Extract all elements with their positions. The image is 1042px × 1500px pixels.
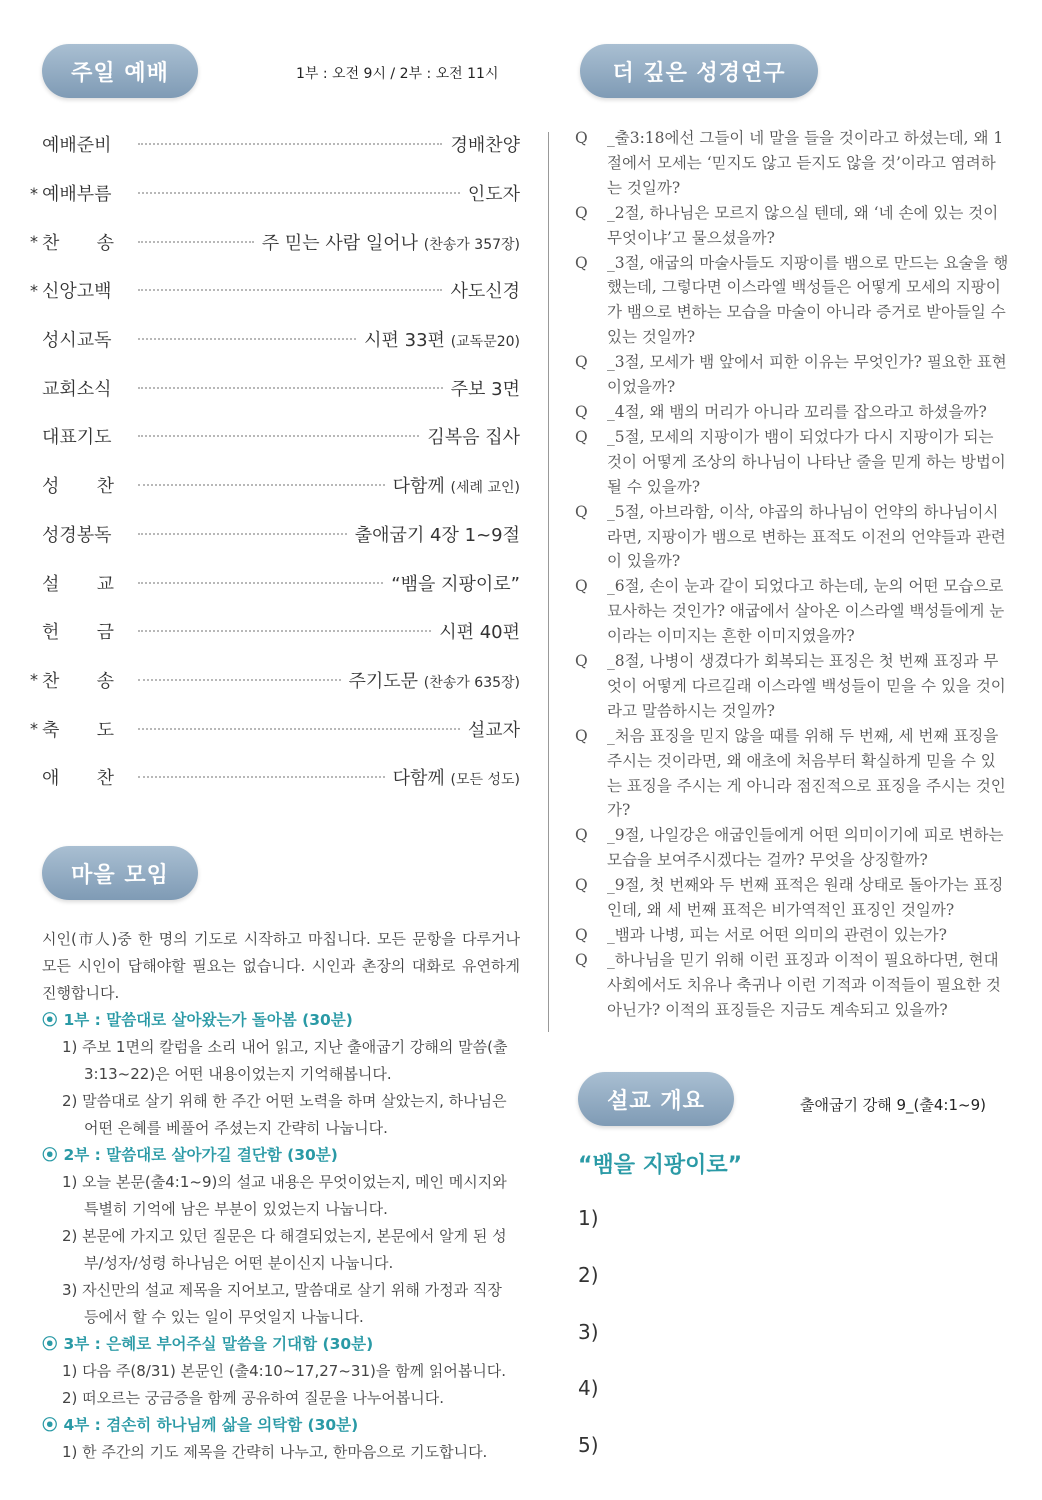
- order-label: 대표기도: [42, 427, 112, 449]
- order-label-char: 찬: [96, 476, 114, 498]
- dotted-leader: [138, 387, 443, 389]
- dotted-leader: [138, 728, 460, 730]
- study-question: [575, 350, 1010, 400]
- dotted-leader: [138, 241, 254, 243]
- village-item: 1) 한 주간의 기도 제목을 간략히 나누고, 한마음으로 기도합니다.: [62, 1443, 488, 1461]
- order-value-note: (세례 교인): [450, 480, 520, 497]
- order-label: [42, 667, 114, 693]
- order-row: [30, 461, 520, 510]
- dotted-leader: [138, 533, 347, 535]
- village-item: 2) 말씀대로 살기 위해 한 주간 어떤 노력을 하며 살았는지, 하나님은 어떤 은혜를 베풀어 주셨는지 간략히 나눕니다.: [62, 1092, 507, 1137]
- village-content: [42, 926, 520, 1466]
- order-label: [42, 716, 114, 742]
- order-row: [30, 607, 520, 656]
- order-value: [439, 618, 520, 644]
- order-value-text: 주 믿는 사람 일어나: [261, 232, 419, 254]
- order-value-text: 다함께: [392, 476, 445, 498]
- study-question-text: _출3:18에선 그들이 네 말을 들을 것이라고 하셨는데, 왜 1절에서 모세는 ‘믿지도 않고 듣지도 않을 것’이라고 염려하는 것일까?: [607, 129, 1004, 197]
- order-value-text: 경배찬양: [450, 135, 520, 157]
- order-value: [468, 716, 520, 742]
- study-question-list: [575, 126, 1010, 1023]
- order-value: [450, 277, 520, 303]
- village-item: 1) 주보 1면의 칼럼을 소리 내어 읽고, 지난 출애굽기 강해의 말씀(출3:13~22)은 어떤 내용이었는지 기억해봅니다.: [62, 1038, 508, 1083]
- study-question: [575, 201, 1010, 251]
- village-item: 1) 다음 주(8/31) 본문인 (출4:10~17,27~31)을 함께 읽어봅니다.: [62, 1362, 507, 1380]
- order-label-char: 애: [42, 768, 60, 790]
- order-label: [42, 618, 114, 644]
- target-bullet-icon: ⦿: [42, 1011, 58, 1029]
- question-marker: Q: [575, 726, 588, 745]
- order-row: [30, 412, 520, 461]
- study-question-text: _2절, 하나님은 모르지 않으실 텐데, 왜 ‘네 손에 있는 것이 무엇이냐’고 물으셨을까?: [607, 203, 999, 247]
- order-label-char: 찬: [42, 670, 60, 692]
- dotted-leader: [138, 192, 460, 194]
- study-question: [575, 724, 1010, 824]
- question-marker: Q: [575, 577, 588, 596]
- sermon-heading: “뱀을 지팡이로”: [578, 1153, 743, 1178]
- study-question-text: _3절, 애굽의 마술사들도 지팡이를 뱀으로 만드는 요술을 행했는데, 그렇다면 이스라엘 백성들은 어떻게 모세의 지팡이가 뱀으로 변하는 모습을 마술이 아니라 증거로 받아들일 수 있는 것일까?: [607, 253, 1009, 347]
- order-label-char: 축: [42, 719, 60, 741]
- order-value: [364, 326, 520, 352]
- dotted-leader: [138, 484, 385, 486]
- order-label: 신앙고백: [42, 281, 112, 303]
- study-question: [575, 500, 1010, 575]
- order-value: [451, 375, 520, 401]
- order-row: [30, 169, 520, 218]
- order-value: [393, 764, 520, 790]
- outline-number: 3): [578, 1320, 599, 1344]
- dotted-leader: [138, 630, 431, 632]
- order-value: [391, 570, 520, 596]
- worship-order-list: [30, 120, 520, 802]
- dotted-leader: [138, 582, 383, 584]
- order-label: [42, 764, 114, 790]
- order-label: 교회소식: [42, 378, 112, 400]
- order-row: [30, 266, 520, 315]
- order-star: *: [30, 232, 38, 252]
- outline-number: 4): [578, 1376, 599, 1400]
- village-intro: 시인(市人)중 한 명의 기도로 시작하고 마칩니다. 모든 문항을 다루거나 모든 시인이 답해야할 필요는 없습니다. 시인과 촌장의 대화로 유연하게 진행합니다.: [42, 930, 520, 1002]
- dotted-leader: [138, 776, 385, 778]
- order-row: [30, 315, 520, 364]
- question-marker: Q: [575, 253, 588, 272]
- study-question: [575, 425, 1010, 500]
- village-item: 1) 오늘 본문(출4:1~9)의 설교 내용은 무엇이었는지, 메인 메시지와 특별히 기억에 남은 부분이 있었는지 나눕니다.: [62, 1173, 507, 1218]
- study-question: [575, 923, 1010, 948]
- order-row: [30, 217, 520, 266]
- question-marker: Q: [575, 427, 588, 446]
- dotted-leader: [138, 338, 356, 340]
- village-section-heading-text: 2부 : 말씀대로 살아가길 결단함 (30분): [63, 1146, 338, 1164]
- order-star: *: [30, 280, 38, 300]
- question-marker: Q: [575, 652, 588, 671]
- village-section-heading: [42, 1007, 520, 1034]
- order-label-char: 송: [96, 232, 114, 254]
- question-marker: Q: [575, 950, 588, 969]
- study-question-text: _하나님을 믿기 위해 이런 표징과 이적이 필요하다면, 현대 사회에서도 치유나 축귀나 이런 기적과 이적들이 필요한 것 아닌가? 이적의 표징들은 지금도 계속되고 있을까?: [607, 950, 1001, 1019]
- order-label-char: 헌: [42, 622, 60, 644]
- order-label: [42, 472, 114, 498]
- order-value-note: (교독문20): [450, 334, 520, 351]
- order-value-text: 시편 33편: [364, 330, 445, 352]
- study-question-text: _9절, 나일강은 애굽인들에게 어떤 의미이기에 피로 변하는 모습을 보여주시겠다는 걸까? 무엇을 상징할까?: [607, 826, 1004, 870]
- order-star: *: [30, 719, 38, 739]
- question-marker: Q: [575, 203, 588, 222]
- order-row: [30, 656, 520, 705]
- order-row: [30, 558, 520, 607]
- order-value-note: (찬송가 635장): [423, 674, 520, 691]
- order-star: *: [30, 183, 38, 203]
- order-value-text: 시편 40편: [439, 622, 520, 644]
- order-label-char: 설: [42, 573, 60, 595]
- question-marker: Q: [575, 353, 588, 372]
- order-value: [355, 521, 520, 547]
- dotted-leader: [138, 435, 419, 437]
- target-bullet-icon: ⦿: [42, 1146, 58, 1164]
- order-value: [393, 472, 520, 498]
- target-bullet-icon: ⦿: [42, 1335, 58, 1353]
- study-question-text: _처음 표징을 믿지 않을 때를 위해 두 번째, 세 번째 표징을 주시는 것이라면, 왜 애초에 처음부터 확실하게 믿을 수 있는 표징을 주시는 게 아니라 점진적으로 표징을 주시는 것인가?: [607, 726, 1006, 820]
- order-label-char: 도: [96, 719, 114, 741]
- question-marker: Q: [575, 876, 588, 895]
- order-label-char: 송: [96, 670, 114, 692]
- order-label-char: 찬: [42, 232, 60, 254]
- outline-number: 5): [578, 1433, 599, 1457]
- order-label: [42, 570, 114, 596]
- study-title: 더 깊은 성경연구: [580, 44, 818, 98]
- study-question: [575, 400, 1010, 425]
- study-question-text: _9절, 첫 번째와 두 번째 표적은 원래 상태로 돌아가는 표징인데, 왜 세 번째 표적은 비가역적인 표징인 것일까?: [607, 876, 1004, 920]
- order-value: [450, 131, 520, 157]
- question-marker: Q: [575, 129, 588, 147]
- order-value: [468, 180, 520, 206]
- order-value-text: 인도자: [467, 184, 520, 206]
- question-marker: Q: [575, 926, 588, 944]
- order-label: 성시교독: [42, 330, 112, 352]
- target-bullet-icon: ⦿: [42, 1416, 58, 1434]
- order-row: [30, 120, 520, 169]
- village-section-heading-text: 1부 : 말씀대로 살아왔는가 돌아봄 (30분): [63, 1011, 353, 1029]
- order-row: [30, 704, 520, 753]
- order-star: *: [30, 670, 38, 690]
- order-row: [30, 753, 520, 802]
- sermon-title-pill: 설교 개요: [578, 1072, 734, 1126]
- study-question-text: _5절, 모세의 지팡이가 뱀이 되었다가 다시 지팡이가 되는 것이 어떻게 조상의 하나님이 나타난 줄을 믿게 하는 방법이 될 수 있을까?: [607, 427, 1006, 496]
- order-value-text: 출애굽기 4장 1~9절: [354, 524, 520, 546]
- order-label-char: 성: [42, 476, 60, 498]
- study-question-text: _6절, 손이 눈과 같이 되었다고 하는데, 눈의 어떤 모습으로 묘사하는 것인가? 애굽에서 살아온 이스라엘 백성들에게 눈이라는 이미지는 흔한 이미지였을까?: [607, 577, 1005, 646]
- column-divider: [548, 132, 549, 1032]
- worship-title: 주일 예배: [42, 44, 198, 98]
- order-label: 예배부름: [42, 184, 112, 206]
- study-question: [575, 126, 1010, 201]
- village-item: 3) 자신만의 설교 제목을 지어보고, 말씀대로 살기 위해 가정과 직장 등에서 할 수 있는 일이 무엇일지 나눕니다.: [62, 1281, 502, 1326]
- order-value-text: “뱀을 지팡이로”: [391, 573, 520, 595]
- order-row: [30, 363, 520, 412]
- study-question: [575, 649, 1010, 724]
- order-row: [30, 510, 520, 559]
- order-value: [427, 423, 520, 449]
- order-label-char: 금: [96, 622, 114, 644]
- question-marker: Q: [575, 502, 588, 521]
- order-value: [349, 667, 521, 693]
- question-marker: Q: [575, 826, 588, 845]
- order-value-text: 설교자: [467, 719, 520, 741]
- order-value-text: 김복음 집사: [427, 427, 520, 449]
- outline-number: 1): [578, 1206, 599, 1230]
- order-label: 성경봉독: [42, 524, 112, 546]
- order-value-note: (찬송가 357장): [423, 236, 520, 253]
- order-value-text: 다함께: [392, 768, 445, 790]
- village-section-heading: [42, 1331, 520, 1358]
- order-value: [262, 229, 520, 255]
- order-value-text: 주기도문: [348, 670, 419, 692]
- sermon-reference: 출애굽기 강해 9_(출4:1~9): [800, 1096, 986, 1114]
- study-question-text: _5절, 아브라함, 이삭, 야곱의 하나님이 언약의 하나님이시라면, 지팡이가 뱀으로 변하는 표적도 이전의 언약들과 관련이 있을까?: [607, 502, 1006, 571]
- order-value-text: 주보 3면: [450, 378, 520, 400]
- question-marker: Q: [575, 402, 588, 421]
- village-section-heading-text: 4부 : 겸손히 하나님께 삶을 의탁함 (30분): [63, 1416, 359, 1434]
- order-value-note: (모든 성도): [450, 772, 520, 789]
- order-label-char: 교: [96, 573, 114, 595]
- study-question: [575, 251, 1010, 351]
- worship-times: 1부 : 오전 9시 / 2부 : 오전 11시: [296, 66, 499, 82]
- order-value-text: 사도신경: [450, 281, 520, 303]
- study-question: [575, 823, 1010, 873]
- village-section-heading: [42, 1412, 520, 1439]
- village-section-heading: [42, 1142, 520, 1169]
- study-question-text: _8절, 나병이 생겼다가 회복되는 표징은 첫 번째 표징과 무엇이 어떻게 다르길래 이스라엘 백성들이 믿을 수 있을 것이라고 말씀하시는 것일까?: [607, 652, 1006, 720]
- study-question: [575, 873, 1010, 923]
- village-item: 2) 떠오르는 궁금증을 함께 공유하여 질문을 나누어봅니다.: [62, 1389, 445, 1407]
- study-question-text: _뱀과 나병, 피는 서로 어떤 의미의 관련이 있는가?: [607, 926, 947, 944]
- outline-number: 2): [578, 1263, 599, 1287]
- village-section-heading-text: 3부 : 은혜로 부어주실 말씀을 기대함 (30분): [63, 1335, 374, 1353]
- study-question: [575, 574, 1010, 649]
- village-title: 마을 모임: [42, 846, 198, 900]
- order-label: [42, 229, 114, 255]
- dotted-leader: [138, 679, 341, 681]
- study-question-text: _4절, 왜 뱀의 머리가 아니라 꼬리를 잡으라고 하셨을까?: [607, 402, 987, 421]
- dotted-leader: [138, 143, 442, 145]
- order-label-char: 찬: [96, 768, 114, 790]
- study-question: [575, 948, 1010, 1023]
- dotted-leader: [138, 289, 442, 291]
- village-item: 2) 본문에 가지고 있던 질문은 다 해결되었는지, 본문에서 알게 된 성부/성자/성령 하나님은 어떤 분이신지 나눕니다.: [62, 1227, 507, 1272]
- order-label: 예배준비: [42, 135, 112, 157]
- study-question-text: _3절, 모세가 뱀 앞에서 피한 이유는 무엇인가? 필요한 표현이었을까?: [607, 353, 1007, 397]
